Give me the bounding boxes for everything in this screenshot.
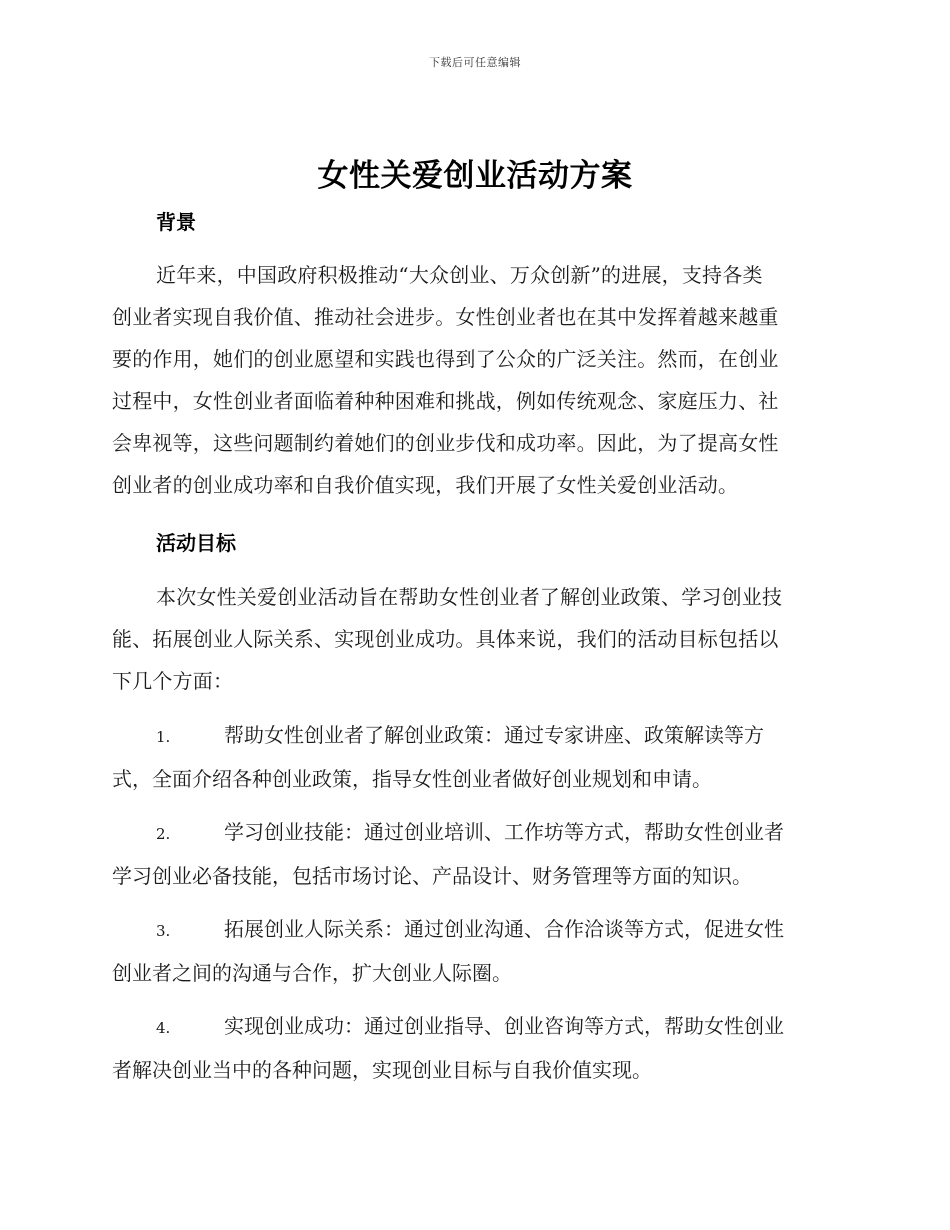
section-heading-goals: 活动目标 [156,531,236,555]
list-number: 1. [156,728,171,746]
paragraph-line: 过程中，女性创业者面临着种种困难和挑战，例如传统观念、家庭压力、社 [112,389,779,413]
background-paragraph [112,254,832,506]
list-item-text: 拓展创业人际关系：通过创业沟通、合作洽谈等方式，促进女性 [224,917,784,941]
goal-list-item [112,714,832,800]
list-item-text: 创业者之间的沟通与合作，扩大创业人际圈。 [112,961,512,985]
paragraph-line: 会卑视等，这些问题制约着她们的创业步伐和成功率。因此，为了提高女性 [112,431,779,455]
goal-list-item [112,811,832,897]
list-item-text: 帮助女性创业者了解创业政策：通过专家讲座、政策解读等方 [224,723,764,747]
paragraph-line: 能、拓展创业人际关系、实现创业成功。具体来说，我们的活动目标包括以 [112,627,779,651]
section-heading-background: 背景 [156,210,196,234]
list-number: 4. [156,1019,171,1037]
list-number: 3. [156,922,171,940]
paragraph-line: 本次女性关爱创业活动旨在帮助女性创业者了解创业政策、学习创业技 [156,585,783,609]
paragraph-line: 近年来，中国政府积极推动“大众创业、万众创新”的进展，支持各类 [156,263,763,287]
list-item-text: 学习创业技能：通过创业培训、工作坊等方式，帮助女性创业者 [224,820,784,844]
list-item-text: 者解决创业当中的各种问题，实现创业目标与自我价值实现。 [112,1058,652,1082]
list-item-text: 式，全面介绍各种创业政策，指导女性创业者做好创业规划和申请。 [112,767,712,791]
goal-list-item [112,908,832,994]
list-item-text: 实现创业成功：通过创业指导、创业咨询等方式，帮助女性创业 [224,1014,784,1038]
paragraph-line: 下几个方面： [112,669,234,693]
paragraph-line: 创业者的创业成功率和自我价值实现，我们开展了女性关爱创业活动。 [112,473,739,497]
paragraph-line: 要的作用，她们的创业愿望和实践也得到了公众的广泛关注。然而，在创业 [112,347,779,371]
list-item-text: 学习创业必备技能，包括市场讨论、产品设计、财务管理等方面的知识。 [112,864,752,888]
header-note: 下载后可任意编辑 [429,56,521,69]
list-number: 2. [156,825,171,843]
paragraph-line: 创业者实现自我价值、推动社会进步。女性创业者也在其中发挥着越来越重 [112,305,779,329]
goal-list-item [112,1005,832,1091]
document-title: 女性关爱创业活动方案 [317,158,633,194]
goals-paragraph [112,576,832,702]
